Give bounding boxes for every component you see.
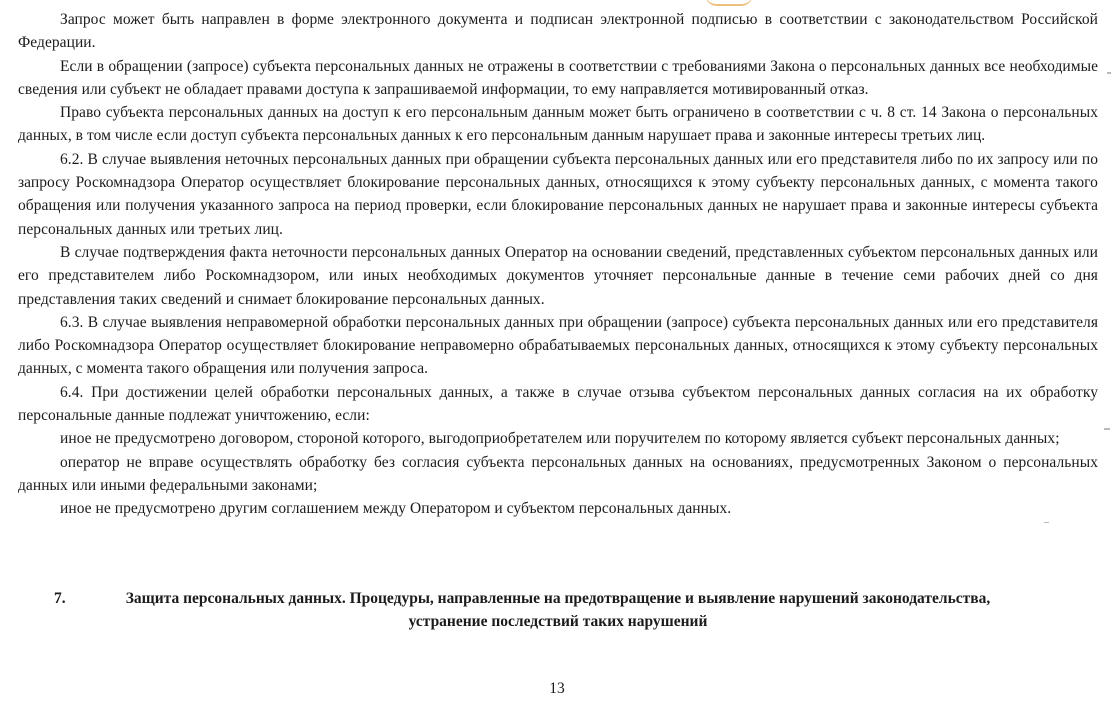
document-body: [18, 8, 1098, 521]
scan-mark: [1107, 72, 1111, 74]
paragraph-request-electronic: Запрос может быть направлен в форме электронного документа и подписан электронной подписью в соответствии с законодательством Российской Федерации.: [18, 11, 1098, 52]
section-title-line-1: Защита персональных данных. Процедуры, направленные на предотвращение и выявление нарушений законодательства,: [125, 590, 991, 607]
scan-mark: [1044, 522, 1049, 523]
paragraph-inaccuracy-confirmed: В случае подтверждения факта неточности персональных данных Оператор на основании сведений, представленных субъектом персональных данных или его представителем либо Роскомнадзором, или иных необходимых документов уточняет персональные данные в течение семи рабочих дней со дня представления таких сведений и снимает блокирование персональных данных.: [18, 243, 1098, 308]
section-heading: [18, 587, 1098, 634]
paragraph-6-2: 6.2. В случае выявления неточных персональных данных при обращении субъекта персональных данных или его представителя либо по их запросу или по запросу Роскомнадзора Оператор осуществляет блокирование персональных данных, относящихся к этому субъекту персональных данных, с момента такого обращения или получения указанного запроса на период проверки, если блокирование персональных данных не нарушает права и законные интересы субъекта персональных данных или третьих лиц.: [18, 150, 1098, 238]
paragraph-6-3: 6.3. В случае выявления неправомерной обработки персональных данных при обращении (запросе) субъекта персональных данных или его представителя либо Роскомнадзора Оператор осуществляет блокирование неправомерно обрабатываемых персональных данных, относящихся к этому субъекту персональных данных, с момента такого обращения или получения запроса.: [18, 313, 1098, 378]
page-number: 13: [549, 680, 565, 697]
list-item-other-agreement: иное не предусмотрено другим соглашением между Оператором и субъектом персональных данных.: [60, 500, 732, 518]
stamp-fragment: [705, 0, 753, 6]
scan-mark: [1104, 428, 1110, 430]
list-item-contract: иное не предусмотрено договором, стороной которого, выгодоприобретателем или поручителем по которому является субъект персональных данных;: [60, 430, 1060, 448]
section-number: 7.: [54, 590, 66, 607]
paragraph-access-restriction: Право субъекта персональных данных на доступ к его персональным данным может быть ограничено в соответствии с ч. 8 ст. 14 Закона о персональных данных, в том числе если доступ субъекта персональных данных к его персональным данным нарушает права и законные интересы третьих лиц.: [18, 104, 1098, 145]
paragraph-motivated-refusal: Если в обращении (запросе) субъекта персональных данных не отражены в соответствии с требованиями Закона о персональных данных все необходимые сведения или субъект не обладает правами доступа к запрашиваемой информации, то ему направляется мотивированный отказ.: [18, 57, 1098, 98]
list-item-no-consent: оператор не вправе осуществлять обработку без согласия субъекта персональных данных на основаниях, предусмотренных Законом о персональных данных или иными федеральными законами;: [18, 453, 1098, 494]
paragraph-6-4: 6.4. При достижении целей обработки персональных данных, а также в случае отзыва субъектом персональных данных согласия на их обработку персональные данные подлежат уничтожению, если:: [18, 383, 1098, 425]
section-title-line-2: устранение последствий таких нарушений: [408, 613, 708, 631]
